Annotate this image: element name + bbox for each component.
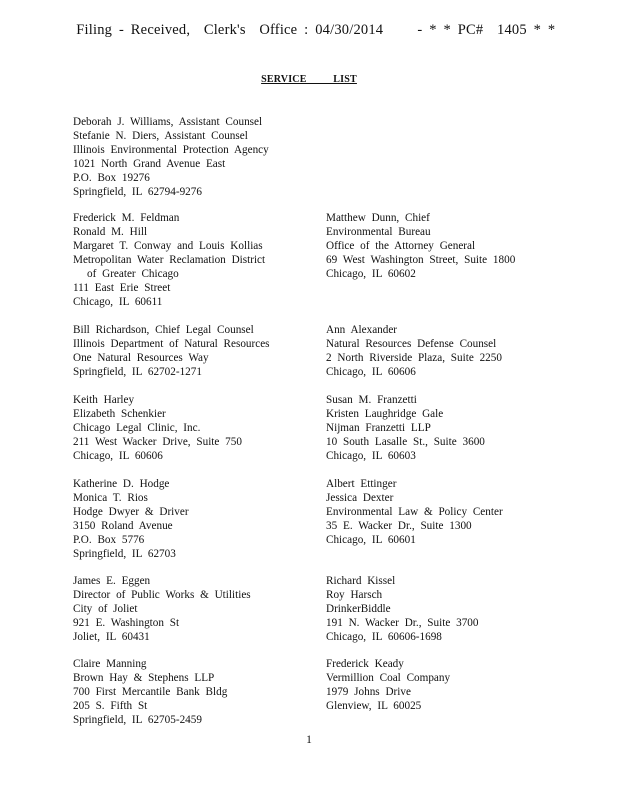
address-line: Metropolitan Water Reclamation District [73,254,266,266]
address-block [326,657,576,713]
address-line: One Natural Resources Way [73,352,209,364]
address-line: Chicago, IL 60611 [73,296,163,308]
address-line: 2 North Riverside Plaza, Suite 2250 [326,352,502,364]
address-line: 700 First Mercantile Bank Bldg [73,686,228,698]
address-line: 10 South Lasalle St., Suite 3600 [326,436,485,448]
address-line: Stefanie N. Diers, Assistant Counsel [73,130,248,142]
address-block [73,393,323,463]
address-line: Keith Harley [73,394,135,406]
address-line: 191 N. Wacker Dr., Suite 3700 [326,617,479,629]
address-block [73,574,323,644]
address-line: Director of Public Works & Utilities [73,589,251,601]
pc-number-text: - * * PC# 1405 * * [417,22,556,38]
address-line: James E. Eggen [73,575,151,587]
page-number: 1 [306,734,312,746]
address-block [326,393,576,463]
filing-received-text: Filing - Received, Clerk's Office : 04/30/2014 [76,22,384,38]
address-line: Chicago, IL 60606 [73,450,163,462]
address-line: Ronald M. Hill [73,226,148,238]
address-line: 35 E. Wacker Dr., Suite 1300 [326,520,472,532]
address-line: Chicago, IL 60606-1698 [326,631,442,643]
address-block [73,211,323,309]
address-line: Springfield, IL 62794-9276 [73,186,202,198]
address-line: Claire Manning [73,658,147,670]
address-line: Illinois Environmental Protection Agency [73,144,269,156]
address-line: Environmental Law & Policy Center [326,506,503,518]
address-line: Natural Resources Defense Counsel [326,338,497,350]
address-block [73,323,323,379]
address-line: 111 East Erie Street [73,282,171,294]
address-line: Margaret T. Conway and Louis Kollias [73,240,263,252]
address-line: Elizabeth Schenkier [73,408,166,420]
address-line: 921 E. Washington St [73,617,180,629]
service-list-title: SERVICE LIST [261,74,357,85]
address-line: P.O. Box 19276 [73,172,150,184]
address-block [326,211,576,281]
address-line: 211 West Wacker Drive, Suite 750 [73,436,242,448]
address-line: Albert Ettinger [326,478,397,490]
address-line: Brown Hay & Stephens LLP [73,672,215,684]
address-line: Springfield, IL 62703 [73,548,176,560]
address-line: Chicago, IL 60606 [326,366,416,378]
filing-stamp-header [0,5,618,39]
address-line: Jessica Dexter [326,492,394,504]
address-line: 69 West Washington Street, Suite 1800 [326,254,516,266]
address-line: Nijman Franzetti LLP [326,422,431,434]
address-line: Chicago, IL 60603 [326,450,416,462]
address-line: DrinkerBiddle [326,603,391,615]
address-line: Joliet, IL 60431 [73,631,150,643]
address-line: Frederick M. Feldman [73,212,180,224]
address-block [73,115,323,199]
address-line: 205 S. Fifth St [73,700,148,712]
address-line: Hodge Dwyer & Driver [73,506,189,518]
address-line: Katherine D. Hodge [73,478,170,490]
address-line: Deborah J. Williams, Assistant Counsel [73,116,263,128]
address-line: Springfield, IL 62705-2459 [73,714,202,726]
address-line: Richard Kissel [326,575,396,587]
address-line: Chicago Legal Clinic, Inc. [73,422,201,434]
address-line: Roy Harsch [326,589,383,601]
address-line: 1979 Johns Drive [326,686,411,698]
address-block [73,657,323,727]
address-line: P.O. Box 5776 [73,534,145,546]
address-block [326,574,576,644]
address-line: 1021 North Grand Avenue East [73,158,226,170]
address-block [73,477,323,561]
address-line: Monica T. Rios [73,492,148,504]
address-line: Vermillion Coal Company [326,672,451,684]
address-block [326,477,576,547]
address-line: Office of the Attorney General [326,240,476,252]
address-line: 3150 Roland Avenue [73,520,173,532]
address-line: Susan M. Franzetti [326,394,417,406]
address-line: Kristen Laughridge Gale [326,408,444,420]
address-line: Ann Alexander [326,324,398,336]
document-title [0,74,618,85]
address-line: Chicago, IL 60601 [326,534,416,546]
address-line: of Greater Chicago [87,268,179,280]
address-line: Chicago, IL 60602 [326,268,416,280]
address-line: City of Joliet [73,603,138,615]
address-line: Springfield, IL 62702-1271 [73,366,202,378]
address-line: Glenview, IL 60025 [326,700,422,712]
address-line: Frederick Keady [326,658,404,670]
address-line: Bill Richardson, Chief Legal Counsel [73,324,254,336]
address-block [326,323,576,379]
address-line: Illinois Department of Natural Resources [73,338,270,350]
address-line: Matthew Dunn, Chief [326,212,430,224]
address-line: Environmental Bureau [326,226,431,238]
